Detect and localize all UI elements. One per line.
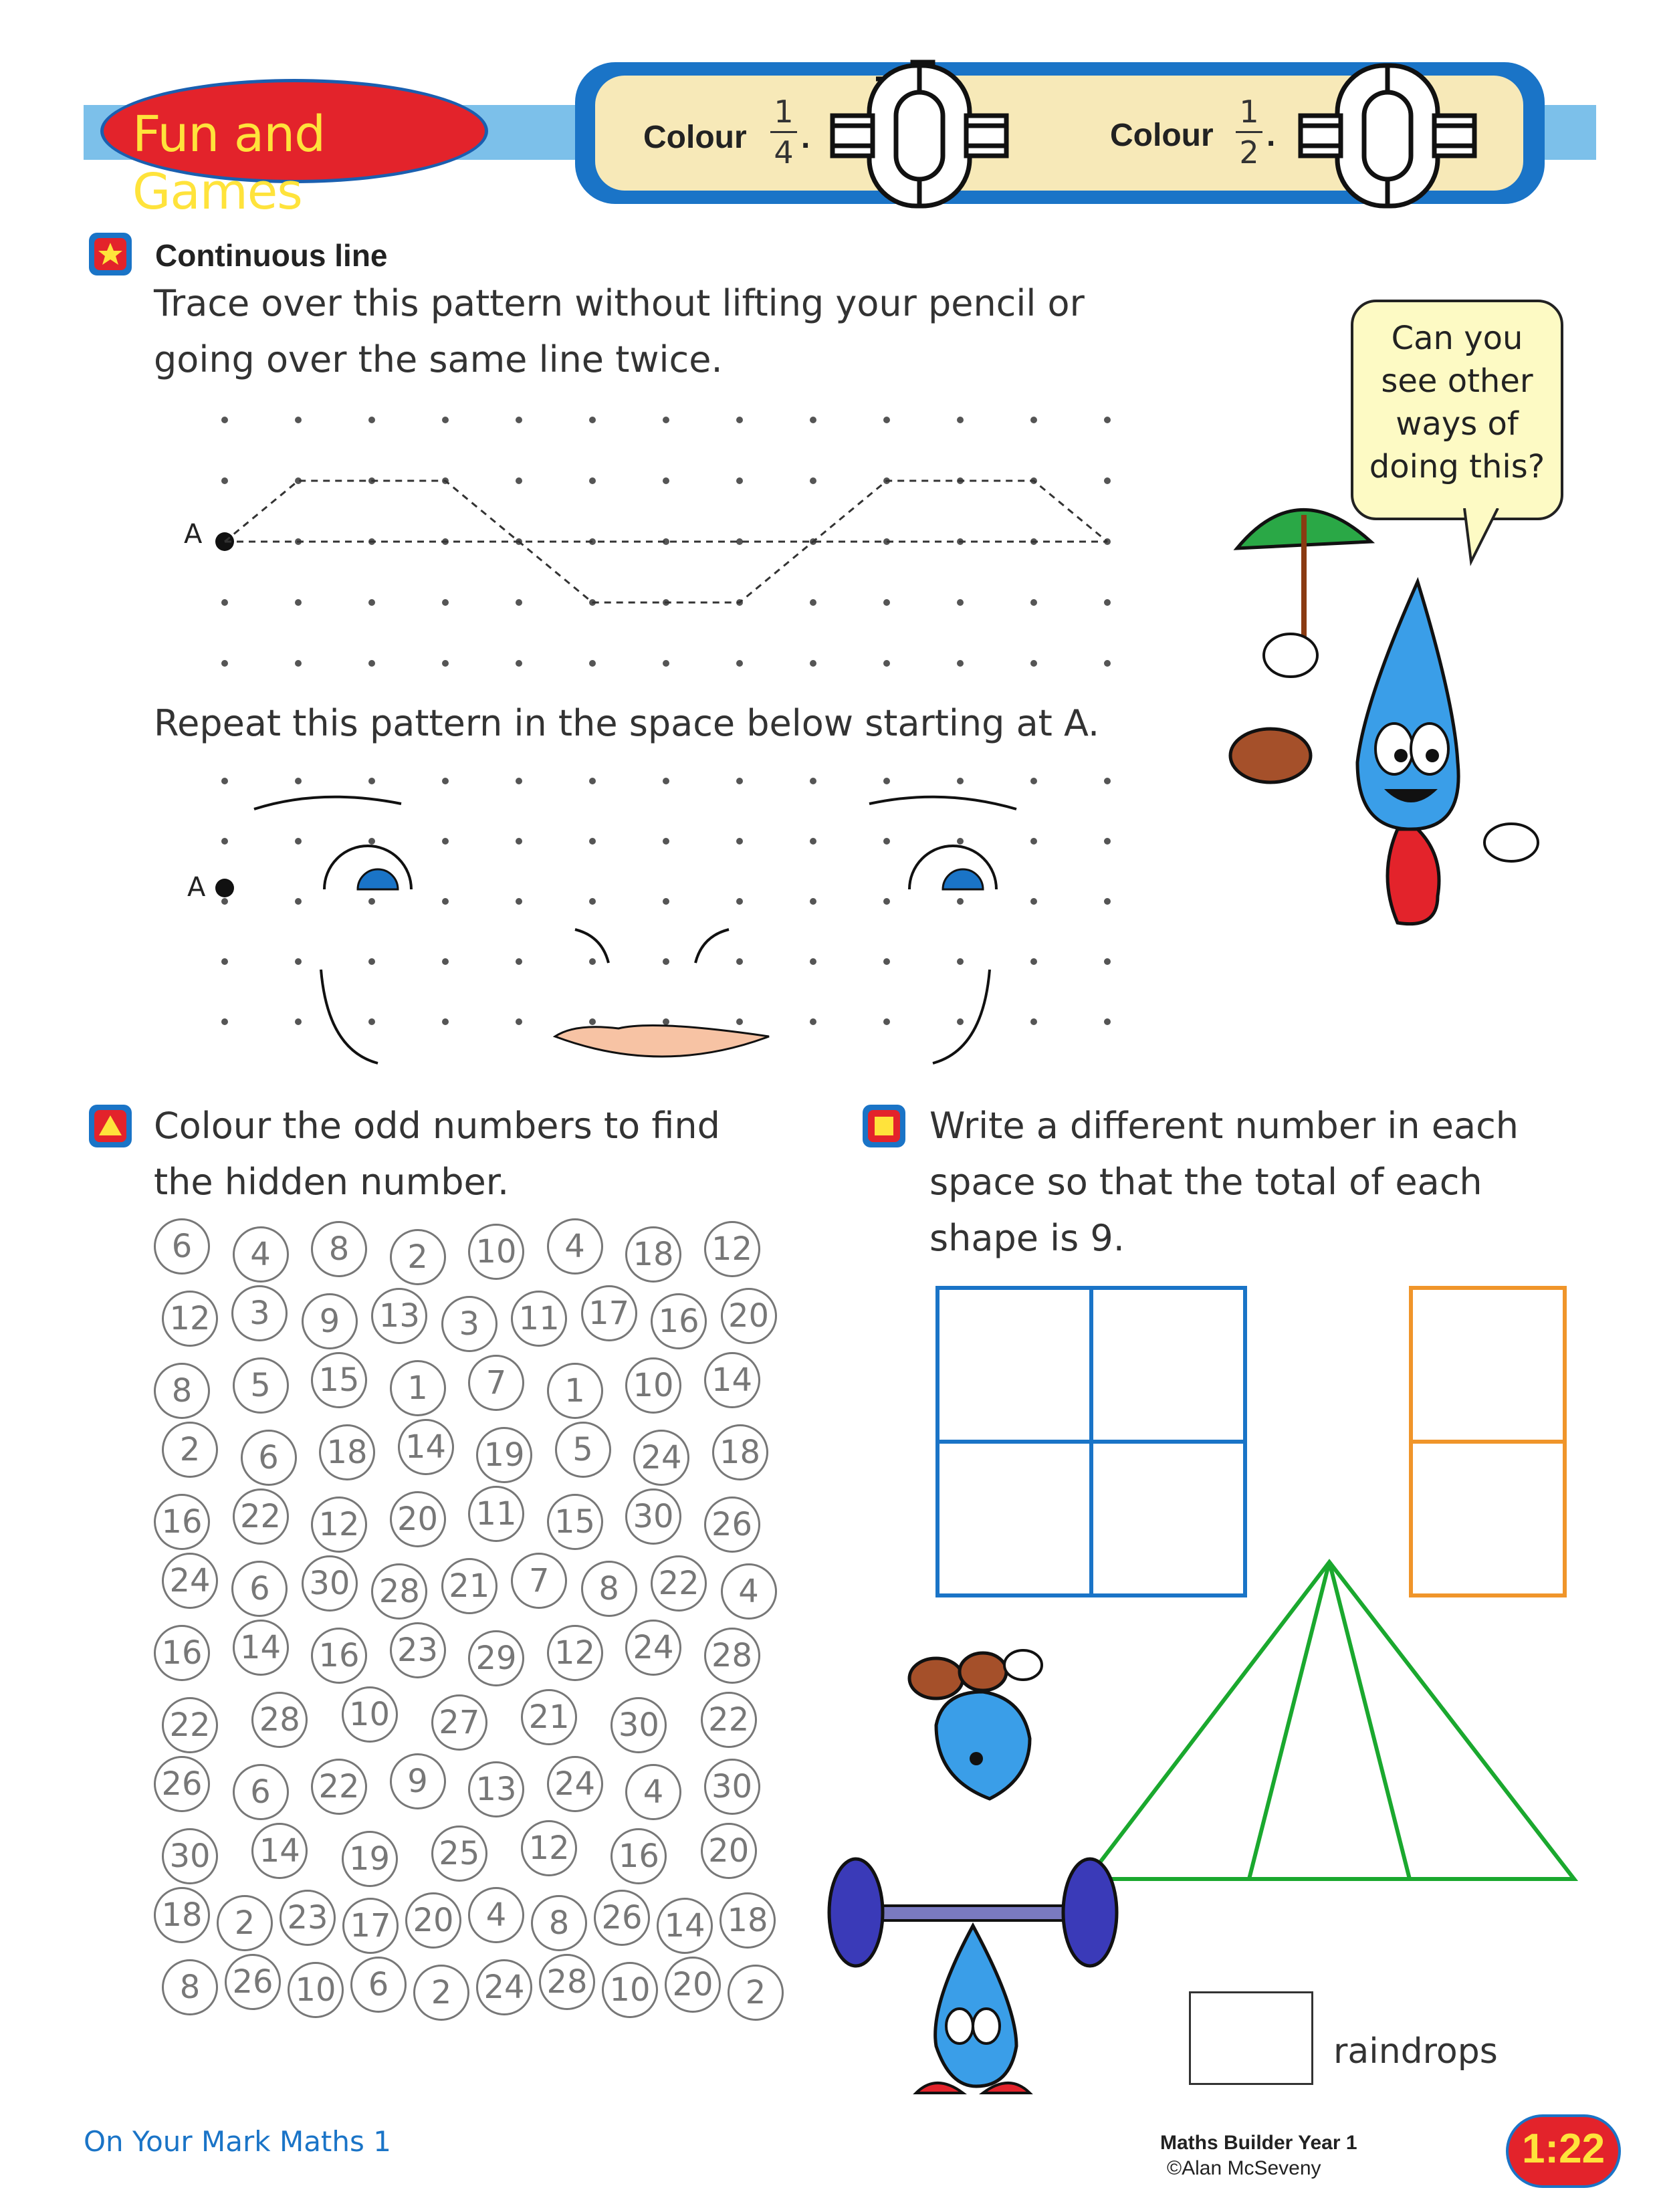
grid-dot — [589, 1018, 596, 1025]
number-circle[interactable]: 4 — [721, 1563, 777, 1620]
fraction-numerator: 1 — [1239, 94, 1259, 130]
bubble-line: see other — [1381, 362, 1533, 400]
grid-dot — [221, 477, 228, 484]
fraction-denominator: 4 — [774, 134, 794, 171]
grid-dot — [1104, 778, 1111, 784]
number-circle[interactable]: 11 — [511, 1291, 567, 1347]
number-circle[interactable]: 9 — [302, 1293, 358, 1349]
grid-dot — [883, 417, 890, 423]
continuous-line-heading: Continuous line — [155, 238, 388, 273]
grid-dot — [442, 660, 449, 667]
grid-dot — [295, 898, 302, 905]
grid-dot — [295, 599, 302, 606]
grid-dot — [221, 599, 228, 606]
number-circle[interactable]: 16 — [311, 1628, 367, 1684]
grid-dot — [810, 417, 816, 423]
start-point-a — [215, 879, 234, 897]
grid-dot — [589, 778, 596, 784]
number-circle[interactable]: 14 — [398, 1419, 454, 1475]
grid-dot — [957, 838, 964, 845]
raindrops-label: raindrops — [1333, 2031, 1498, 2072]
number-circle[interactable]: 28 — [704, 1628, 760, 1684]
grid-dot — [736, 538, 743, 545]
number-circle[interactable]: 12 — [162, 1291, 218, 1347]
grid-dot — [1030, 838, 1037, 845]
number-circle[interactable]: 27 — [431, 1694, 487, 1751]
number-circle[interactable]: 7 — [511, 1553, 567, 1609]
right-pupil — [943, 869, 983, 889]
number-circle[interactable]: 18 — [154, 1887, 210, 1943]
number-circle[interactable]: 17 — [581, 1285, 637, 1341]
grid-dot — [957, 898, 964, 905]
number-circle[interactable]: 8 — [311, 1221, 367, 1277]
hidden-number-grid[interactable] — [154, 1217, 796, 2039]
number-circle[interactable]: 23 — [280, 1890, 336, 1946]
shape-instruction-1: Write a different number in each — [929, 1105, 1519, 1147]
grid-dot — [1030, 660, 1037, 667]
grid-dot — [368, 1018, 375, 1025]
grid-dot — [1104, 599, 1111, 606]
number-circle[interactable]: 6 — [241, 1430, 297, 1486]
raindrop-umbrella-mascot — [1217, 481, 1565, 936]
number-circle[interactable]: 15 — [311, 1352, 367, 1408]
instruction-line-1: Trace over this pattern without lifting your pencil or — [154, 282, 1085, 324]
grid-dot — [736, 838, 743, 845]
number-circle[interactable]: 22 — [311, 1759, 367, 1815]
number-circle[interactable]: 18 — [319, 1424, 375, 1480]
grid-dot — [883, 958, 890, 965]
point-a-label: A — [184, 519, 203, 550]
number-circle[interactable]: 8 — [581, 1561, 637, 1617]
grid-dot — [957, 958, 964, 965]
fraction-numerator: 1 — [774, 94, 794, 130]
number-circle[interactable]: 8 — [154, 1363, 210, 1419]
number-circle[interactable]: 30 — [611, 1697, 667, 1753]
grid-dot — [1104, 1018, 1111, 1025]
number-circle[interactable]: 24 — [633, 1430, 689, 1486]
number-circle[interactable]: 28 — [539, 1954, 595, 2010]
grid-dot — [295, 660, 302, 667]
nose-right — [695, 929, 729, 963]
grid-dot — [663, 417, 669, 423]
grid-dot — [810, 1018, 816, 1025]
grid-dot — [663, 1018, 669, 1025]
number-circle[interactable]: 8 — [162, 1959, 218, 2015]
grid-dot — [368, 958, 375, 965]
grid-dot — [883, 660, 890, 667]
shape-instruction-2: space so that the total of each — [929, 1161, 1482, 1203]
grid-dot — [589, 477, 596, 484]
number-circle[interactable]: 10 — [288, 1962, 344, 2018]
number-circle[interactable]: 29 — [468, 1630, 524, 1686]
nose-left — [575, 929, 609, 963]
number-circle[interactable]: 30 — [162, 1828, 218, 1884]
colour-label-quarter: Colour — [643, 120, 747, 155]
number-circle[interactable]: 10 — [602, 1962, 658, 2018]
page-title: Fun and Games — [132, 106, 326, 221]
grid-dot — [1104, 417, 1111, 423]
grid-dot — [957, 1018, 964, 1025]
number-circle[interactable]: 20 — [701, 1823, 757, 1879]
number-circle[interactable]: 1 — [390, 1360, 446, 1416]
number-circle[interactable]: 2 — [217, 1895, 273, 1951]
point-a-label: A — [187, 872, 206, 903]
grid-dot — [663, 778, 669, 784]
grid-dot — [221, 838, 228, 845]
grid-dot — [957, 660, 964, 667]
number-circle[interactable]: 14 — [233, 1620, 289, 1676]
grid-dot — [957, 417, 964, 423]
number-circle[interactable]: 2 — [162, 1422, 218, 1478]
instruction-line-2: going over the same line twice. — [154, 338, 723, 380]
grid-dot — [368, 660, 375, 667]
star-icon — [97, 241, 124, 267]
grid-dot — [1030, 1018, 1037, 1025]
grid-dot — [368, 838, 375, 845]
number-circle[interactable]: 16 — [611, 1828, 667, 1884]
grid-dot — [1104, 958, 1111, 965]
grid-dot — [810, 599, 816, 606]
number-circle[interactable]: 10 — [468, 1224, 524, 1280]
grid-dot — [221, 958, 228, 965]
grid-dot — [957, 599, 964, 606]
grid-dot — [516, 660, 522, 667]
number-circle[interactable]: 12 — [311, 1497, 367, 1553]
grid-dot — [663, 477, 669, 484]
grid-dot — [1030, 778, 1037, 784]
example-dot-grid — [201, 401, 1137, 682]
grid-dot — [516, 778, 522, 784]
grid-dot — [368, 778, 375, 784]
mouth — [555, 1026, 769, 1057]
grid-dot — [221, 660, 228, 667]
number-circle[interactable]: 10 — [625, 1357, 681, 1414]
fraction-denominator: 2 — [1239, 134, 1259, 171]
number-circle[interactable]: 5 — [233, 1357, 289, 1414]
triangle-section-icon — [89, 1105, 132, 1147]
grid-dot — [883, 898, 890, 905]
grid-dot — [957, 778, 964, 784]
number-circle[interactable]: 20 — [390, 1491, 446, 1547]
number-circle[interactable]: 2 — [413, 1965, 469, 2021]
page-number: 1:22 — [1521, 2126, 1606, 2172]
number-circle[interactable]: 6 — [233, 1764, 289, 1820]
number-circle[interactable]: 21 — [521, 1689, 577, 1745]
number-circle[interactable]: 1 — [547, 1363, 603, 1419]
number-circle[interactable]: 30 — [625, 1488, 681, 1545]
grid-dot — [1104, 660, 1111, 667]
number-circle[interactable]: 20 — [405, 1892, 461, 1949]
grid-dot — [221, 778, 228, 784]
number-circle[interactable]: 17 — [342, 1898, 399, 1954]
grid-dot — [442, 1018, 449, 1025]
grid-dot — [883, 778, 890, 784]
number-circle[interactable]: 25 — [431, 1826, 487, 1882]
right-cheek — [933, 970, 990, 1063]
grid-dot — [663, 660, 669, 667]
number-circle[interactable]: 12 — [547, 1625, 603, 1681]
grid-dot — [663, 838, 669, 845]
grid-dot — [295, 417, 302, 423]
grid-dot — [295, 1018, 302, 1025]
number-circle[interactable]: 24 — [547, 1756, 603, 1812]
grid-dot — [442, 599, 449, 606]
triangle-icon — [97, 1113, 124, 1139]
shape-instruction-3: shape is 9. — [929, 1217, 1125, 1259]
number-circle[interactable]: 3 — [441, 1296, 497, 1352]
grid-dot — [736, 417, 743, 423]
grid-dot — [1030, 599, 1037, 606]
orange-rectangle-shape — [1408, 1285, 1569, 1599]
number-circle[interactable]: 20 — [721, 1288, 777, 1344]
grid-dot — [516, 838, 522, 845]
grid-dot — [295, 838, 302, 845]
number-circle[interactable]: 6 — [350, 1957, 407, 2013]
number-circle[interactable]: 2 — [728, 1965, 784, 2021]
number-circle[interactable]: 4 — [625, 1764, 681, 1820]
number-circle[interactable]: 30 — [704, 1759, 760, 1815]
number-circle[interactable]: 6 — [231, 1561, 288, 1617]
grid-dot — [589, 838, 596, 845]
number-circle[interactable]: 13 — [371, 1288, 427, 1344]
fraction-half — [1236, 94, 1262, 171]
grid-dot — [221, 417, 228, 423]
grid-dot — [368, 599, 375, 606]
grid-dot — [442, 898, 449, 905]
number-circle[interactable]: 18 — [712, 1424, 768, 1480]
number-circle[interactable]: 15 — [547, 1494, 603, 1550]
grid-dot — [368, 898, 375, 905]
repeat-instruction: Repeat this pattern in the space below starting at A. — [154, 702, 1100, 744]
odd-numbers-instruction-1: Colour the odd numbers to find — [154, 1105, 720, 1147]
bubble-line: Can you — [1391, 320, 1523, 357]
colour-shape-half[interactable] — [1297, 52, 1478, 219]
grid-dot — [810, 838, 816, 845]
odd-numbers-instruction-2: the hidden number. — [154, 1161, 510, 1203]
number-circle[interactable]: 24 — [625, 1620, 681, 1676]
grid-dot — [736, 477, 743, 484]
grid-dot — [589, 417, 596, 423]
fraction-quarter — [770, 94, 797, 171]
number-circle[interactable]: 26 — [154, 1756, 210, 1812]
number-circle[interactable]: 30 — [302, 1555, 358, 1612]
grid-dot — [663, 898, 669, 905]
copyright: ©Alan McSeveny — [1167, 2157, 1321, 2179]
grid-dot — [221, 898, 228, 905]
number-circle[interactable]: 26 — [594, 1890, 650, 1946]
number-circle[interactable]: 9 — [390, 1753, 446, 1809]
star-section-icon — [89, 233, 132, 275]
number-circle[interactable]: 22 — [233, 1488, 289, 1545]
grid-dot — [516, 417, 522, 423]
grid-dot — [442, 778, 449, 784]
number-circle[interactable]: 16 — [154, 1494, 210, 1550]
grid-dot — [589, 958, 596, 965]
colour-label-half: Colour — [1110, 118, 1214, 153]
grid-dot — [736, 778, 743, 784]
book-title: Maths Builder Year 1 — [1160, 2132, 1357, 2154]
number-circle[interactable]: 19 — [476, 1427, 532, 1483]
number-circle[interactable]: 28 — [371, 1563, 427, 1620]
grid-dot — [736, 898, 743, 905]
grid-dot — [442, 417, 449, 423]
number-circle[interactable]: 16 — [651, 1293, 707, 1349]
left-eyebrow — [254, 797, 401, 809]
bubble-line: ways of — [1396, 405, 1519, 443]
number-circle[interactable]: 24 — [476, 1959, 532, 2015]
grid-dot — [736, 958, 743, 965]
grid-dot — [221, 1018, 228, 1025]
number-circle[interactable]: 22 — [701, 1692, 757, 1748]
grid-dot — [883, 1018, 890, 1025]
fraction-dot: . — [801, 120, 810, 155]
grid-dot — [589, 660, 596, 667]
number-circle[interactable]: 28 — [251, 1692, 308, 1748]
grid-dot — [295, 958, 302, 965]
number-circle[interactable]: 2 — [390, 1229, 446, 1285]
number-circle[interactable]: 21 — [441, 1558, 497, 1614]
tumbling-raindrop-mascot — [896, 1625, 1070, 1805]
grid-dot — [1030, 417, 1037, 423]
grid-dot — [883, 599, 890, 606]
number-circle[interactable]: 8 — [531, 1895, 587, 1951]
number-circle[interactable]: 12 — [704, 1221, 760, 1277]
practice-dot-grid[interactable] — [201, 769, 1137, 1070]
number-circle[interactable]: 18 — [720, 1892, 776, 1949]
number-circle[interactable]: 14 — [704, 1352, 760, 1408]
number-circle[interactable]: 13 — [468, 1761, 524, 1817]
number-circle[interactable]: 12 — [521, 1820, 577, 1876]
number-circle[interactable]: 4 — [233, 1226, 289, 1283]
colour-shape-quarter[interactable] — [829, 52, 1010, 219]
blue-square-shape — [935, 1285, 1249, 1599]
grid-dot — [663, 958, 669, 965]
number-circle[interactable]: 22 — [162, 1697, 218, 1753]
grid-dot — [810, 660, 816, 667]
right-eyebrow — [869, 797, 1016, 809]
number-circle[interactable]: 14 — [251, 1823, 308, 1879]
grid-dot — [1104, 898, 1111, 905]
grid-dot — [516, 898, 522, 905]
grid-dot — [810, 958, 816, 965]
grid-dot — [442, 838, 449, 845]
number-circle[interactable]: 24 — [162, 1553, 218, 1609]
grid-dot — [442, 958, 449, 965]
grid-dot — [368, 417, 375, 423]
weightlifting-raindrop-mascot — [816, 1832, 1130, 2113]
number-circle[interactable]: 26 — [225, 1954, 281, 2010]
number-circle[interactable]: 4 — [468, 1887, 524, 1943]
number-circle[interactable]: 16 — [154, 1625, 210, 1681]
number-circle[interactable]: 10 — [342, 1686, 398, 1743]
fraction-dot: . — [1266, 118, 1276, 153]
number-circle[interactable]: 18 — [625, 1226, 681, 1283]
grid-dot — [810, 778, 816, 784]
number-circle[interactable]: 20 — [665, 1957, 721, 2013]
grid-dot — [736, 1018, 743, 1025]
grid-dot — [516, 958, 522, 965]
number-circle[interactable]: 23 — [390, 1622, 446, 1678]
grid-dot — [1104, 477, 1111, 484]
number-circle[interactable]: 14 — [657, 1898, 713, 1954]
number-circle[interactable]: 6 — [154, 1218, 210, 1275]
grid-dot — [516, 1018, 522, 1025]
grid-dot — [516, 599, 522, 606]
grid-dot — [1030, 958, 1037, 965]
number-circle[interactable]: 5 — [555, 1422, 611, 1478]
square-icon — [875, 1117, 893, 1135]
number-circle[interactable]: 4 — [547, 1218, 603, 1275]
grid-dot — [295, 778, 302, 784]
bubble-line: doing this? — [1369, 448, 1545, 485]
square-section-icon — [863, 1105, 905, 1147]
number-circle[interactable]: 11 — [468, 1486, 524, 1542]
number-circle[interactable]: 22 — [651, 1555, 707, 1612]
green-triangle-shape — [1083, 1558, 1578, 1886]
grid-dot — [516, 477, 522, 484]
number-circle[interactable]: 3 — [231, 1285, 288, 1341]
left-cheek — [321, 970, 378, 1063]
grid-dot — [810, 898, 816, 905]
number-circle[interactable]: 7 — [468, 1355, 524, 1411]
grid-dot — [883, 838, 890, 845]
number-circle[interactable]: 19 — [342, 1831, 398, 1887]
grid-dot — [736, 660, 743, 667]
raindrops-answer-box[interactable] — [1189, 1991, 1313, 2085]
grid-dot — [810, 477, 816, 484]
grid-dot — [1104, 838, 1111, 845]
grid-dot — [589, 898, 596, 905]
left-pupil — [358, 869, 398, 889]
series-title: On Your Mark Maths 1 — [84, 2125, 391, 2158]
grid-dot — [1030, 898, 1037, 905]
number-circle[interactable]: 26 — [704, 1497, 760, 1553]
